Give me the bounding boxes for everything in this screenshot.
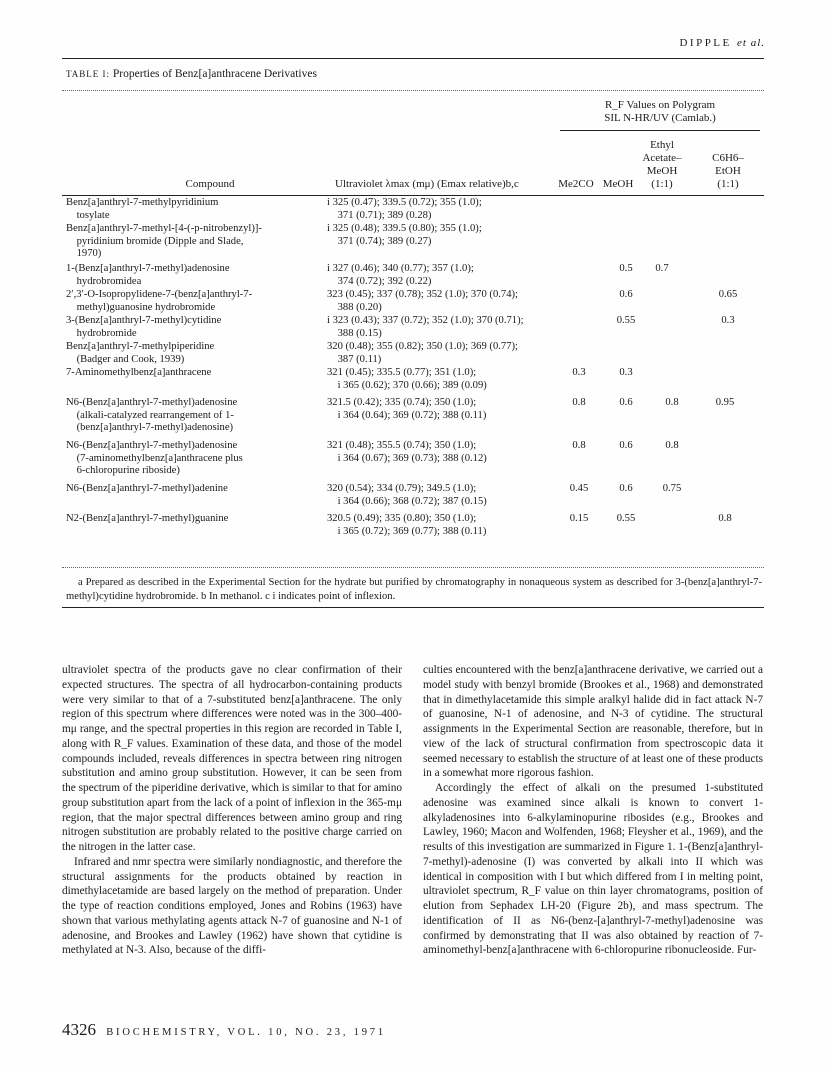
compound-cell: 1-(Benz[a]anthryl-7-methyl)adenosine hydrobromidea — [66, 263, 230, 287]
compound-cell: 3-(Benz[a]anthryl-7-methyl)cytidine hydrobromide — [66, 315, 222, 339]
meoh-cell: 0.5 — [619, 263, 633, 274]
me2co-cell: 0.45 — [569, 483, 589, 494]
col-ethyl-line: (1:1) — [651, 178, 673, 190]
benz-cell: 0.65 — [718, 289, 738, 300]
meoh-cell: 0.6 — [619, 289, 633, 300]
page-footer — [62, 1020, 386, 1040]
uv-cell: i 325 (0.47); 339.5 (0.72); 355 (1.0); 371 (0.71); 389 (0.28) — [327, 197, 482, 221]
meoh-cell: 0.6 — [619, 440, 633, 451]
col-me2co-header: Me2CO — [558, 178, 594, 190]
col-meoh-header: MeOH — [602, 178, 634, 190]
compound-cell: 7-Aminomethylbenz[a]anthracene — [66, 367, 212, 378]
rf-group-header — [560, 99, 760, 125]
col-ethyl-line: Acetate– — [642, 152, 682, 164]
uv-cell: 321 (0.48); 355.5 (0.74); 350 (1.0); i 364 (0.67); 369 (0.73); 388 (0.12) — [327, 440, 487, 464]
ethyl-cell: 0.8 — [665, 397, 679, 408]
uv-cell: i 327 (0.46); 340 (0.77); 357 (1.0); 374 (0.72); 392 (0.22) — [327, 263, 474, 287]
compound-cell: 2′,3′-O-Isopropylidene-7-(benz[a]anthryl-7- methyl)guanosine hydrobromide — [66, 289, 253, 313]
table-caption — [66, 68, 317, 80]
uv-cell: 321 (0.45); 335.5 (0.77); 351 (1.0); i 365 (0.62); 370 (0.66); 389 (0.09) — [327, 367, 487, 391]
running-head-etal: et al. — [737, 37, 765, 49]
uv-cell: 320 (0.54); 334 (0.79); 349.5 (1.0); i 364 (0.66); 368 (0.72); 387 (0.15) — [327, 483, 487, 507]
benz-cell: 0.3 — [721, 315, 735, 326]
paragraph: culties encountered with the benz[a]anthracene derivative, we carried out a model study with benzyl bromide (Brookes et al., 1968) and demonstrated that in dimethylacetamide this simple aralkyl halide did in fact attack N-7 of guanosine, N-1 of adenosine, and N-3 of cytidine. The structural assignments in the Experimental Section are reasonable, therefore, but in view of the lack of structural confirmation from spectroscopic data it seemed necessary to establish the structure of at least one of these products in a somewhat more rigorous fashion. — [423, 664, 763, 780]
ethyl-cell: 0.7 — [655, 263, 669, 274]
uv-cell: 321.5 (0.42); 335 (0.74); 350 (1.0); i 364 (0.64); 369 (0.72); 388 (0.11) — [327, 397, 487, 421]
table-footnote: a Prepared as described in the Experimental Section for the hydrate but purified by chromatography in nonaqueous system as described for 3-(benz[a]anthryl-7-methyl)cytidine hydrobromide. b In methanol. c i indicates point of inflexion. — [66, 577, 762, 602]
ethyl-cell: 0.75 — [662, 483, 682, 494]
compound-cell: N6-(Benz[a]anthryl-7-methyl)adenosine (7-aminomethylbenz[a]anthracene plus 6-chloropurine riboside) — [66, 440, 243, 477]
col-uv-header: Ultraviolet λmax (mμ) (Emax relative)b,c — [335, 178, 519, 190]
paragraph: Infrared and nmr spectra were similarly nondiagnostic, and therefore the structural assignments for the products obtained by reaction in dimethylacetamide are based largely on the method of preparation. Under the type of reaction conditions employed, Jones and Robins (1963) have shown that various methylating agents attack N-7 of guanosine and N-1 of adenosine, and Brookes and Lawley (1962) have shown that cytidine is methylated at N-3. Also, because of the diffi- — [62, 855, 402, 957]
me2co-cell: 0.8 — [572, 440, 586, 451]
uv-cell: 323 (0.45); 337 (0.78); 352 (1.0); 370 (0.74); 388 (0.20) — [327, 289, 518, 313]
col-ethyl-header — [630, 139, 694, 191]
rf-group-line2: SIL N-HR/UV (Camlab.) — [604, 112, 716, 124]
ethyl-cell: 0.8 — [665, 440, 679, 451]
col-benz-header — [698, 152, 758, 191]
meoh-cell: 0.3 — [619, 367, 633, 378]
uv-cell: i 325 (0.48); 339.5 (0.80); 355 (1.0); 371 (0.74); 389 (0.27) — [327, 223, 482, 247]
running-head — [679, 37, 765, 49]
top-rule — [62, 58, 764, 59]
col-ethyl-line: Ethyl — [650, 139, 674, 151]
table-end-rule — [62, 607, 764, 608]
col-benz-line: (1:1) — [717, 178, 739, 190]
table-caption-text: Properties of Benz[a]anthracene Derivatives — [112, 68, 317, 80]
uv-cell: i 323 (0.43); 337 (0.72); 352 (1.0); 370 (0.71); 388 (0.15) — [327, 315, 524, 339]
compound-cell: N2-(Benz[a]anthryl-7-methyl)guanine — [66, 513, 229, 524]
paragraph: ultraviolet spectra of the products gave no clear confirmation of their expected structures. The spectra of all hydrocarbon-containing products were very similar to that of a 7-substituted benz[a]anthracene. The only region of this spectrum where differences were noted was in the 300–400-mμ range, and the spectral properties in this region are recorded in Table I, along with R_F values. Examination of these data, and those of the model compounds included, reveals differences in spectra between ring nitrogen substitution and amino group substitution. However, it can be seen from the spectrum of the piperidine derivative, which is similar to that for amino group substitution apart from the lack of a point of inflexion in the 365-mμ region, that the major spectral differences between amino group and ring nitrogen substitution are probably related to the positive charge carried on the nitrogen in the latter case. — [62, 664, 402, 853]
compound-cell: Benz[a]anthryl-7-methylpyridinium tosylate — [66, 197, 219, 221]
meoh-cell: 0.6 — [619, 397, 633, 408]
compound-cell: N6-(Benz[a]anthryl-7-methyl)adenosine (alkali-catalyzed rearrangement of 1- (benz[a]anthryl-7-methyl)adenosine) — [66, 397, 238, 434]
meoh-cell: 0.55 — [616, 513, 636, 524]
benz-cell: 0.95 — [715, 397, 735, 408]
compound-cell: Benz[a]anthryl-7-methyl-[4-(-p-nitrobenzyl)]- pyridinium bromide (Dipple and Slade, 1970) — [66, 223, 262, 260]
col-benz-line: C6H6– — [712, 152, 744, 164]
running-head-authors: DIPPLE — [679, 37, 732, 49]
table-bottom-rule — [62, 567, 764, 568]
rf-group-line1: R_F Values on Polygram — [604, 99, 716, 111]
body-column-left — [62, 663, 402, 958]
rf-group-rule — [560, 130, 760, 131]
table-caption-label: TABLE I: — [66, 69, 111, 79]
meoh-cell: 0.6 — [619, 483, 633, 494]
compound-cell: N6-(Benz[a]anthryl-7-methyl)adenine — [66, 483, 228, 494]
col-compound-header: Compound — [185, 178, 235, 190]
me2co-cell: 0.15 — [569, 513, 589, 524]
uv-cell: 320 (0.48); 355 (0.82); 350 (1.0); 369 (0.77); 387 (0.11) — [327, 341, 518, 365]
compound-cell: Benz[a]anthryl-7-methylpiperidine (Badger and Cook, 1939) — [66, 341, 215, 365]
benz-cell: 0.8 — [718, 513, 732, 524]
col-ethyl-line: MeOH — [646, 165, 678, 177]
col-benz-line: EtOH — [715, 165, 741, 177]
me2co-cell: 0.8 — [572, 397, 586, 408]
page-number: 4326 — [62, 1020, 96, 1039]
table-top-rule — [62, 90, 764, 91]
journal-citation: BIOCHEMISTRY, VOL. 10, NO. 23, 1971 — [106, 1027, 386, 1038]
meoh-cell: 0.55 — [616, 315, 636, 326]
uv-cell: 320.5 (0.49); 335 (0.80); 350 (1.0); i 365 (0.72); 369 (0.77); 388 (0.11) — [327, 513, 487, 537]
me2co-cell: 0.3 — [572, 367, 586, 378]
body-column-right — [423, 663, 763, 958]
header-rule — [62, 195, 764, 196]
paragraph: Accordingly the effect of alkali on the presumed 1-substituted adenosine was examined since alkali is known to convert 1-alkyladenosines into 6-alkylaminopurine ribosides (e.g., Brookes and Lawley, 1960; Macon and Wolfenden, 1968; Fleysher et al., 1969), and the results of this investigation are summarized in Figure 1. 1-(Benz[a]anthryl-7-methyl)-adenosine (I) was converted by alkali into II which was identical in composition with I but which differed from I in melting point, ultraviolet spectrum, R_F value on thin layer chromatograms, position of elution from Sephadex LH-20 (Figure 2b), and mass spectrum. The identification of II as N6-(benz-[a]anthryl-7-methyl)adenosine was confirmed by demonstrating that II was also obtained by reaction of 7-aminomethyl-benz[a]anthracene with 6-chloropurine ribonucleoside. Fur- — [423, 782, 763, 957]
